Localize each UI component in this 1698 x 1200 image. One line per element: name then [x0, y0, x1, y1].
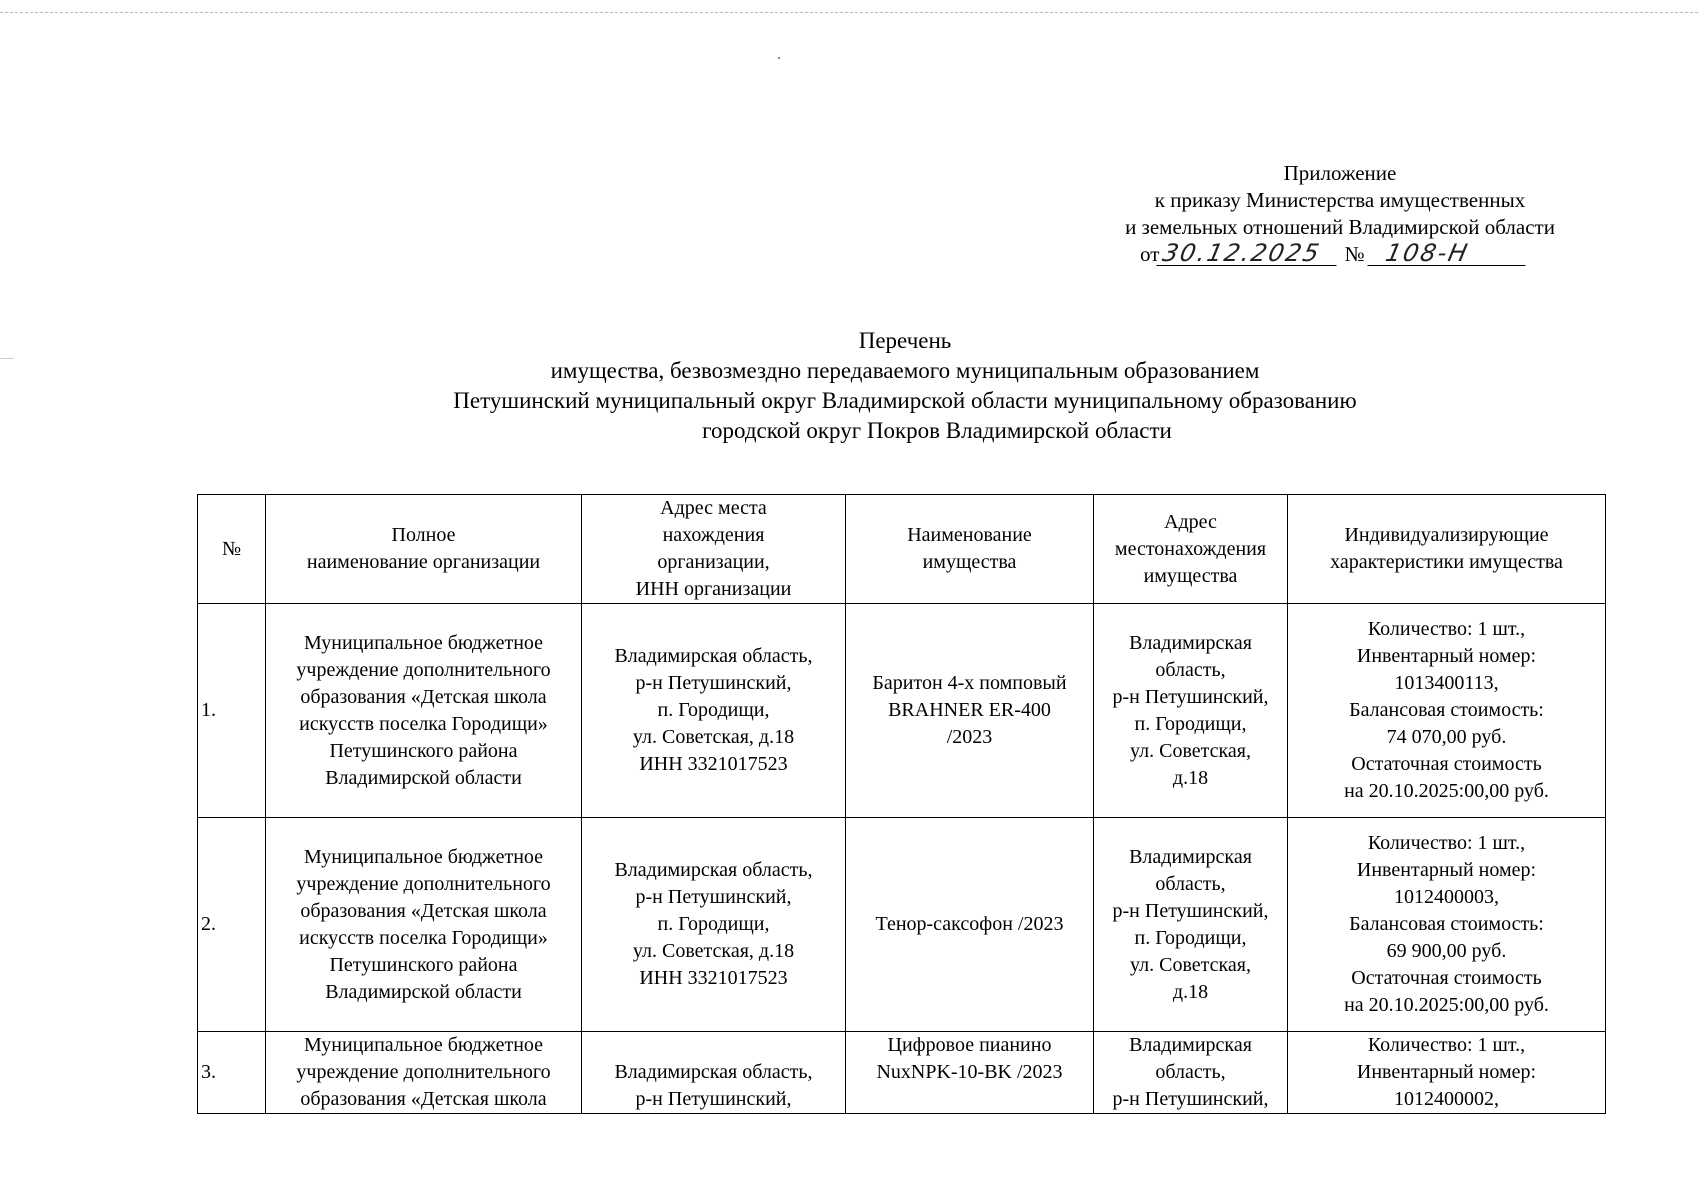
- cell-line: ул. Советская,: [1130, 739, 1251, 762]
- cell-line: область,: [1155, 658, 1226, 681]
- cell-line: Владимирская: [1129, 631, 1252, 654]
- header-cell: [846, 495, 1094, 604]
- title-line-1: Перечень: [858, 328, 952, 353]
- appendix-heading: Приложение: [1283, 161, 1397, 185]
- cell-line: Петушинского района: [329, 739, 518, 762]
- header-cell: [198, 495, 266, 604]
- cell-line: р-н Петушинский,: [1112, 899, 1269, 922]
- cell-line: п. Городищи,: [1134, 926, 1247, 949]
- cell-line: Количество: 1 шт.,: [1367, 832, 1526, 854]
- cell-line: Адрес места: [660, 497, 767, 519]
- cell-line: Инвентарный номер:: [1356, 1061, 1537, 1083]
- cell-line: р-н Петушинский,: [1112, 685, 1269, 708]
- handwritten-order-number: 108-Н: [1367, 241, 1530, 266]
- appendix-ministry: и земельных отношений Владимирской области: [1125, 215, 1555, 239]
- cell-line: ул. Советская, д.18: [632, 726, 795, 748]
- cell-line: BRAHNER ER-400: [888, 699, 1051, 721]
- cell-line: Инвентарный номер:: [1356, 645, 1537, 667]
- title-line-4: городской округ Покров Владимирской области: [702, 418, 1172, 443]
- cell-line: имущества: [1143, 564, 1238, 587]
- table-row: [198, 1032, 1606, 1114]
- cell-line: [584, 1032, 843, 1059]
- cell-line: область,: [1155, 1061, 1226, 1083]
- cell-line: р-н Петушинский,: [635, 672, 792, 694]
- organization-address-cell: [582, 604, 846, 818]
- cell-line: Полное: [391, 524, 456, 546]
- cell-line: Индивидуализирующие: [1344, 524, 1549, 546]
- cell-line: /2023: [946, 726, 993, 748]
- header-cell: [582, 495, 846, 604]
- cell-line: на 20.10.2025:00,00 руб.: [1344, 780, 1549, 802]
- organization-cell: [266, 1032, 582, 1114]
- cell-line: Владимирская область,: [614, 645, 813, 667]
- cell-line: 69 900,00 руб.: [1386, 940, 1507, 962]
- cell-line: Наименование: [907, 524, 1032, 546]
- scan-edge-mark: [0, 358, 14, 359]
- cell-line: 1012400002,: [1394, 1088, 1499, 1110]
- property-name-cell: [846, 604, 1094, 818]
- table-header-row: [198, 495, 1606, 604]
- cell-line: образования «Детская школа: [300, 899, 547, 922]
- characteristics-cell: [1288, 1032, 1606, 1114]
- cell-line: Муниципальное бюджетное: [303, 631, 544, 654]
- cell-line: образования «Детская школа: [300, 685, 547, 708]
- cell-line: характеристики имущества: [1330, 551, 1563, 573]
- cell-line: Муниципальное бюджетное: [303, 1034, 544, 1056]
- cell-line: 1012400003,: [1394, 886, 1499, 908]
- cell-line: п. Городищи,: [1134, 712, 1247, 735]
- organization-cell: [266, 818, 582, 1032]
- appendix-date-line: [994, 241, 1674, 268]
- date-prefix: от: [1140, 242, 1160, 266]
- cell-line: учреждение дополнительного: [296, 658, 551, 681]
- title-line-3: Петушинский муниципальный округ Владимирской области муниципальному образованию: [453, 388, 1357, 413]
- cell-line: имущества: [922, 551, 1017, 573]
- cell-line: д.18: [1172, 980, 1209, 1003]
- property-name-cell: [846, 1032, 1094, 1114]
- cell-line: ИНН 3321017523: [639, 967, 788, 989]
- header-cell: [266, 495, 582, 604]
- cell-line: учреждение дополнительного: [296, 1061, 551, 1083]
- row-number: 1.: [198, 604, 266, 818]
- cell-line: р-н Петушинский,: [635, 886, 792, 908]
- cell-line: 74 070,00 руб.: [1386, 726, 1507, 748]
- cell-line: ул. Советская,: [1130, 953, 1251, 976]
- row-number: 3.: [198, 1032, 266, 1114]
- cell-line: Владимирская область,: [614, 1061, 813, 1083]
- cell-line: р-н Петушинский,: [1112, 1088, 1269, 1110]
- cell-line: Цифровое пианино: [887, 1034, 1052, 1056]
- cell-line: Муниципальное бюджетное: [303, 845, 544, 868]
- cell-line: образования «Детская школа: [300, 1088, 547, 1110]
- cell-line: Инвентарный номер:: [1356, 859, 1537, 881]
- organization-address-cell: [582, 1032, 846, 1114]
- cell-line: ИНН 3321017523: [639, 753, 788, 775]
- cell-line: Петушинского района: [329, 953, 518, 976]
- cell-line: область,: [1155, 872, 1226, 895]
- cell-line: организации,: [657, 551, 770, 573]
- property-name-cell: [846, 818, 1094, 1032]
- characteristics-cell: [1288, 818, 1606, 1032]
- cell-line: нахождения: [662, 524, 765, 546]
- organization-cell: [266, 604, 582, 818]
- cell-line: Количество: 1 шт.,: [1367, 618, 1526, 640]
- cell-line: Владимирская: [1129, 1034, 1252, 1056]
- appendix-order-ref: к приказу Министерства имущественных: [1154, 188, 1526, 212]
- organization-address-cell: [582, 818, 846, 1032]
- cell-line: п. Городищи,: [657, 913, 770, 935]
- scan-artifact-line: [0, 12, 1698, 13]
- cell-line: Остаточная стоимость: [1351, 967, 1542, 989]
- cell-line: Владимирской области: [325, 766, 522, 789]
- cell-line: Тенор-саксофон /2023: [875, 913, 1064, 935]
- cell-line: Количество: 1 шт.,: [1367, 1034, 1526, 1056]
- characteristics-cell: [1288, 604, 1606, 818]
- cell-line: местонахождения: [1114, 537, 1267, 560]
- title-line-2: имущества, безвозмездно передаваемого муниципальным образованием: [550, 358, 1260, 383]
- cell-line: Балансовая стоимость:: [1349, 699, 1544, 721]
- property-address-cell: [1094, 604, 1288, 818]
- cell-line: п. Городищи,: [657, 699, 770, 721]
- cell-line: р-н Петушинский,: [635, 1088, 792, 1110]
- cell-line: 1013400113,: [1394, 672, 1499, 694]
- cell-line: Владимирской области: [325, 980, 522, 1003]
- cell-line: NuxNPK-10-BK /2023: [876, 1061, 1063, 1083]
- cell-line: Остаточная стоимость: [1351, 753, 1542, 775]
- cell-line: Владимирская: [1129, 845, 1252, 868]
- number-sign: №: [1344, 242, 1365, 266]
- property-registry-table: [197, 494, 1606, 1114]
- cell-line: искусств поселка Городищи»: [299, 712, 548, 735]
- cell-line: №: [221, 537, 242, 560]
- scan-artifact-dot: [778, 57, 780, 59]
- header-cell: [1094, 495, 1288, 604]
- property-address-cell: [1094, 818, 1288, 1032]
- cell-line: наименование организации: [306, 551, 541, 573]
- table-row: [198, 604, 1606, 818]
- appendix-block: [1000, 160, 1680, 268]
- cell-line: Балансовая стоимость:: [1349, 913, 1544, 935]
- cell-line: Владимирская область,: [614, 859, 813, 881]
- cell-line: д.18: [1172, 766, 1209, 789]
- cell-line: Адрес: [1164, 510, 1217, 533]
- row-number: 2.: [198, 818, 266, 1032]
- table-row: [198, 818, 1606, 1032]
- cell-line: Баритон 4-х помповый: [872, 672, 1067, 694]
- cell-line: учреждение дополнительного: [296, 872, 551, 895]
- header-cell: [1288, 495, 1606, 604]
- cell-line: искусств поселка Городищи»: [299, 926, 548, 949]
- document-title: [190, 326, 1620, 446]
- cell-line: на 20.10.2025:00,00 руб.: [1344, 994, 1549, 1016]
- cell-line: ИНН организации: [635, 578, 792, 600]
- cell-line: ул. Советская, д.18: [632, 940, 795, 962]
- property-address-cell: [1094, 1032, 1288, 1114]
- handwritten-date: 30.12.2025: [1157, 241, 1342, 266]
